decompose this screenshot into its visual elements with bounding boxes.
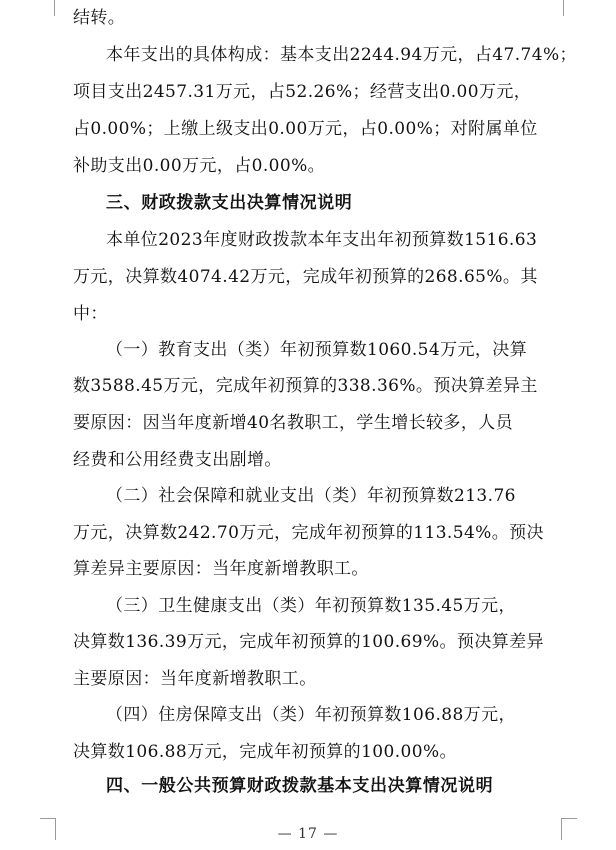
crop-mark-bottom-right-h (561, 818, 577, 819)
text-line: 决算数136.39万元，完成年初预算的100.69%。预决算差异 (73, 632, 544, 652)
text-line: （三）卫生健康支出（类）年初预算数135.45万元， (106, 596, 516, 616)
text-line: 决算数106.88万元，完成年初预算的100.00%。 (73, 742, 457, 762)
text-line: 万元，决算数4074.42万元，完成年初预算的268.65%。其 (73, 267, 538, 287)
text-line: （四）住房保障支出（类）年初预算数106.88万元， (106, 705, 516, 725)
text-line: 补助支出0.00万元，占0.00%。 (73, 156, 326, 176)
text-line: 算差异主要原因：当年度新增教职工。 (73, 559, 369, 579)
text-line: 本年支出的具体构成：基本支出2244.94万元，占47.74%； (106, 45, 577, 65)
crop-mark-top-left (54, 0, 55, 16)
text-line: 数3588.45万元，完成年初预算的338.36%。预决算差异主 (73, 376, 538, 396)
text-line: 中： (73, 304, 108, 324)
page-number: — 17 — (277, 826, 339, 842)
text-line: 本单位2023年度财政拨款本年支出年初预算数1516.63 (106, 230, 538, 250)
section-heading-4: 四、一般公共预算财政拨款基本支出决算情况说明 (106, 776, 494, 796)
text-line: 要原因：因当年度新增40名教职工，学生增长较多，人员 (73, 413, 514, 433)
text-line: 占0.00%；上缴上级支出0.00万元，占0.00%；对附属单位 (73, 119, 538, 139)
text-line: 主要原因：当年度新增教职工。 (73, 669, 317, 689)
text-line: 万元，决算数242.70万元，完成年初预算的113.54%。预决 (73, 523, 544, 543)
section-heading-3: 三、财政拨款支出决算情况说明 (106, 193, 353, 213)
crop-mark-bottom-left-h (40, 818, 56, 819)
text-line: 结转。 (73, 8, 126, 28)
text-line: 经费和公用经费支出剧增。 (73, 450, 282, 470)
crop-mark-top-right (563, 0, 564, 16)
text-line: 项目支出2457.31万元，占52.26%；经营支出0.00万元， (73, 82, 532, 102)
text-line: （二）社会保障和就业支出（类）年初预算数213.76 (106, 486, 516, 506)
text-line: （一）教育支出（类）年初预算数1060.54万元，决算 (106, 340, 528, 360)
